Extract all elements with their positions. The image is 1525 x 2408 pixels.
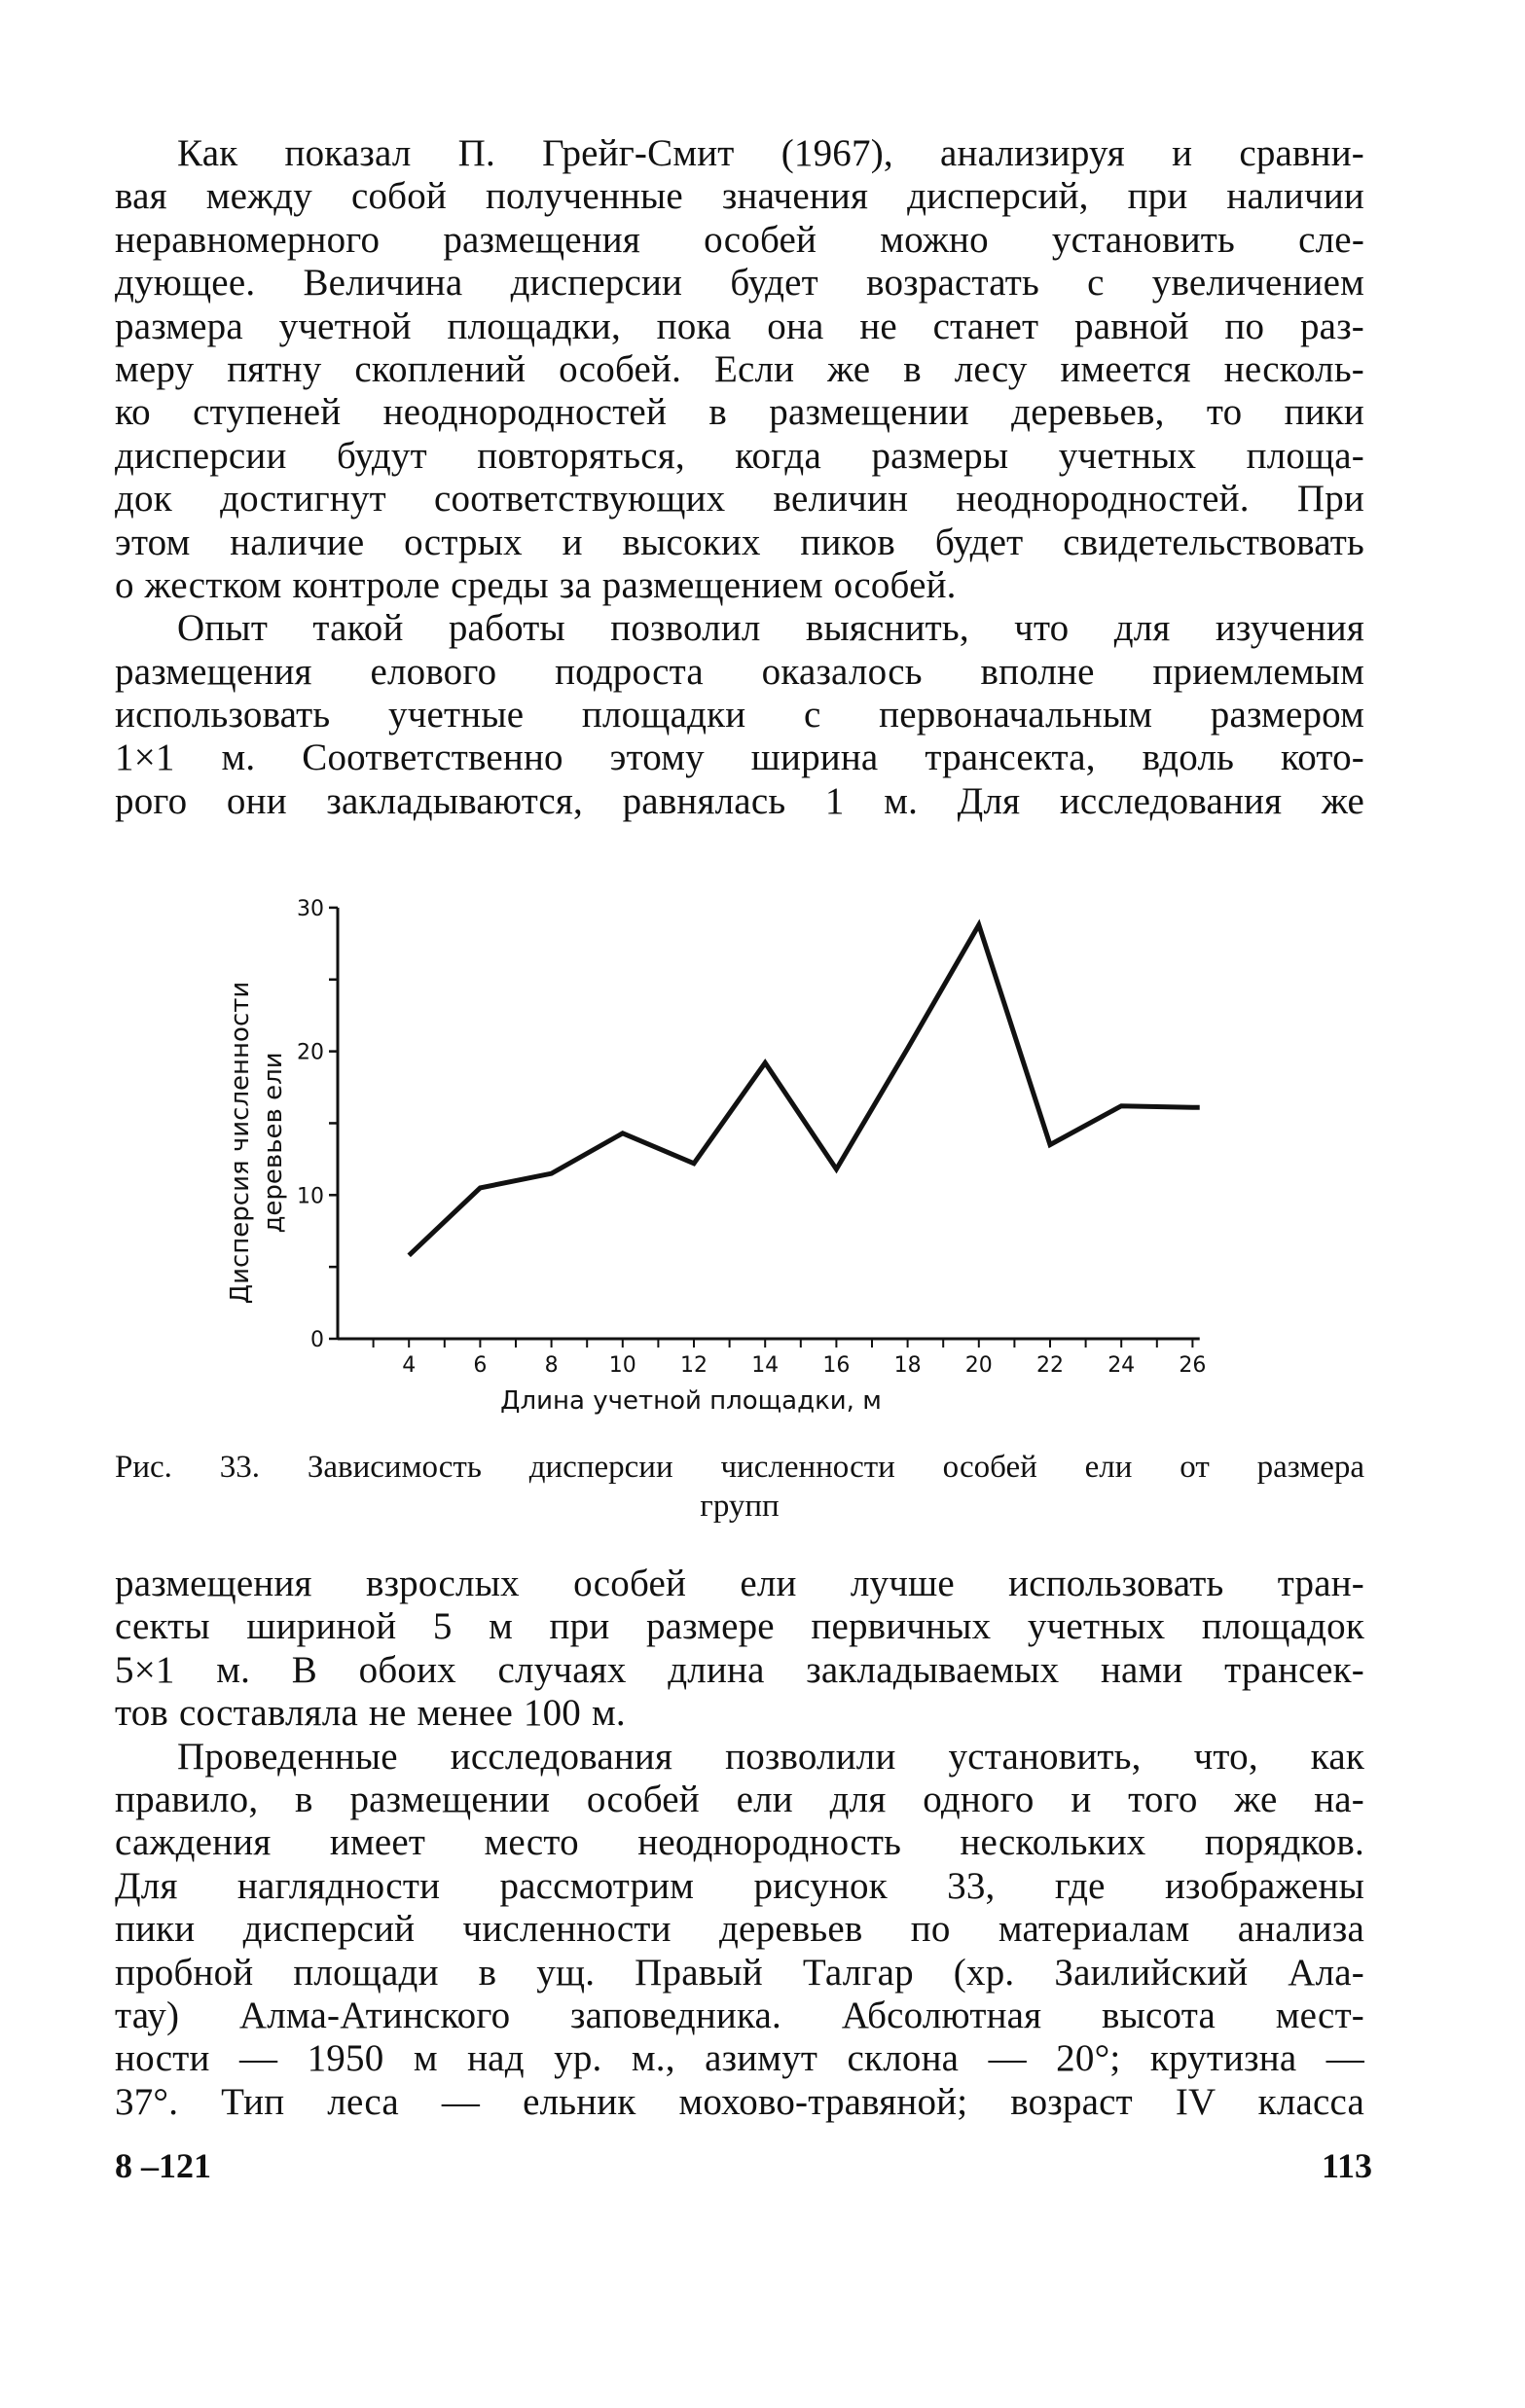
y-tick-label: 30 — [297, 896, 324, 921]
x-tick-label: 22 — [1036, 1353, 1064, 1378]
x-tick-label: 26 — [1179, 1353, 1207, 1378]
x-tick-label: 4 — [402, 1353, 417, 1378]
page-number: 113 — [1321, 2146, 1372, 2185]
page-footer — [115, 2145, 1372, 2186]
text-line: секты шириной 5 м при размере первичных учетных площадок — [115, 1605, 1364, 1648]
text-line: использовать учетные площадки с первоначальным размером — [115, 694, 1364, 737]
text-line: тау) Алма-Атинского заповедника. Абсолютная высота мест- — [115, 1994, 1364, 2036]
caption-line: Рис. 33. Зависимость дисперсии численности особей ели от размера — [115, 1450, 1364, 1485]
text-line: неравномерного размещения особей можно установить сле- — [115, 218, 1364, 261]
y-tick-label: 10 — [297, 1184, 324, 1209]
y-axis-title-line: Дисперсия численности — [226, 981, 255, 1305]
text-line: размещения взрослых особей ели лучше использовать тран- — [115, 1563, 1364, 1604]
text-line: о жестком контроле среды за размещением особей. — [115, 563, 957, 606]
text-line: пики дисперсий численности деревьев по материалам анализа — [115, 1908, 1364, 1951]
figure-33 — [0, 856, 1525, 1440]
paragraph — [115, 1563, 1364, 1736]
y-tick-label: 20 — [297, 1040, 324, 1065]
x-tick-label: 12 — [680, 1353, 708, 1378]
y-axis-title — [226, 982, 288, 1305]
paragraph — [115, 132, 1364, 607]
caption-line: групп — [700, 1489, 780, 1524]
text-line: Проведенные исследования позволили установить, что, как — [177, 1735, 1364, 1778]
x-tick-label: 24 — [1107, 1353, 1136, 1378]
y-axis-title-line: деревьев ели — [259, 1052, 288, 1234]
x-axis-title: Длина учетной площадки, м — [500, 1386, 882, 1416]
paragraph — [115, 607, 1364, 823]
text-line: пробной площади в ущ. Правый Талгар (хр. Заилийский Ала- — [115, 1951, 1364, 1994]
figure-caption — [115, 1448, 1364, 1526]
text-line: 37°. Тип леса — ельник мохово-травяной; возраст IV класса — [115, 2080, 1364, 2123]
text-line: саждения имеет место неоднородность нескольких порядков. — [115, 1821, 1364, 1864]
x-tick-label: 20 — [964, 1353, 993, 1378]
x-tick-label: 10 — [608, 1353, 636, 1378]
text-line: ко ступеней неоднородностей в размещении деревьев, то пики — [115, 391, 1364, 434]
x-axis-ticks — [374, 1339, 1207, 1378]
text-line: рого они закладываются, равнялась 1 м. Для исследования же — [115, 779, 1364, 822]
text-line: дующее. Величина дисперсии будет возрастать с увеличением — [115, 262, 1364, 305]
x-tick-label: 8 — [544, 1353, 559, 1378]
text-line: ности — 1950 м над ур. м., азимут склона — 20°; крутизна — — [115, 2037, 1364, 2080]
printer-signature: 8 –121 — [115, 2146, 211, 2185]
y-axis-ticks — [297, 897, 338, 1352]
text-line: размещения елового подроста оказалось вполне приемлемым — [115, 650, 1364, 693]
text-line: 5×1 м. В обоих случаях длина закладываемых нами трансек- — [115, 1648, 1364, 1691]
text-line: 1×1 м. Соответственно этому ширина трансекта, вдоль кото- — [115, 737, 1364, 779]
body-text-bottom — [115, 1563, 1364, 2124]
data-line — [409, 925, 1200, 1256]
text-line: правило, в размещении особей ели для одного и того же на- — [115, 1778, 1364, 1820]
x-tick-label: 16 — [822, 1353, 851, 1378]
text-line: размера учетной площадки, пока она не станет равной по раз- — [115, 305, 1364, 347]
body-text-top — [115, 132, 1364, 823]
text-line: тов составляла не менее 100 м. — [115, 1692, 626, 1735]
x-tick-label: 18 — [893, 1353, 922, 1378]
text-line: меру пятну скоплений особей. Если же в лесу имеется несколь- — [115, 347, 1364, 390]
x-tick-label: 6 — [473, 1353, 488, 1378]
text-line: этом наличие острых и высоких пиков будет свидетельствовать — [115, 521, 1364, 563]
line-chart — [0, 856, 1525, 1440]
text-line: Как показал П. Грейг-Смит (1967), анализируя и сравни- — [177, 132, 1364, 174]
text-line: Для наглядности рассмотрим рисунок 33, где изображены — [115, 1864, 1364, 1907]
text-line: вая между собой полученные значения дисперсий, при наличии — [115, 175, 1364, 218]
x-tick-label: 14 — [751, 1353, 780, 1378]
chart-axes — [338, 908, 1200, 1339]
paragraph — [115, 1736, 1364, 2125]
text-line: док достигнут соответствующих величин неоднородностей. При — [115, 478, 1364, 521]
text-line: дисперсии будут повторяться, когда размеры учетных площа- — [115, 434, 1364, 477]
y-tick-label: 0 — [310, 1328, 324, 1352]
text-line: Опыт такой работы позволил выяснить, что для изучения — [177, 607, 1364, 650]
